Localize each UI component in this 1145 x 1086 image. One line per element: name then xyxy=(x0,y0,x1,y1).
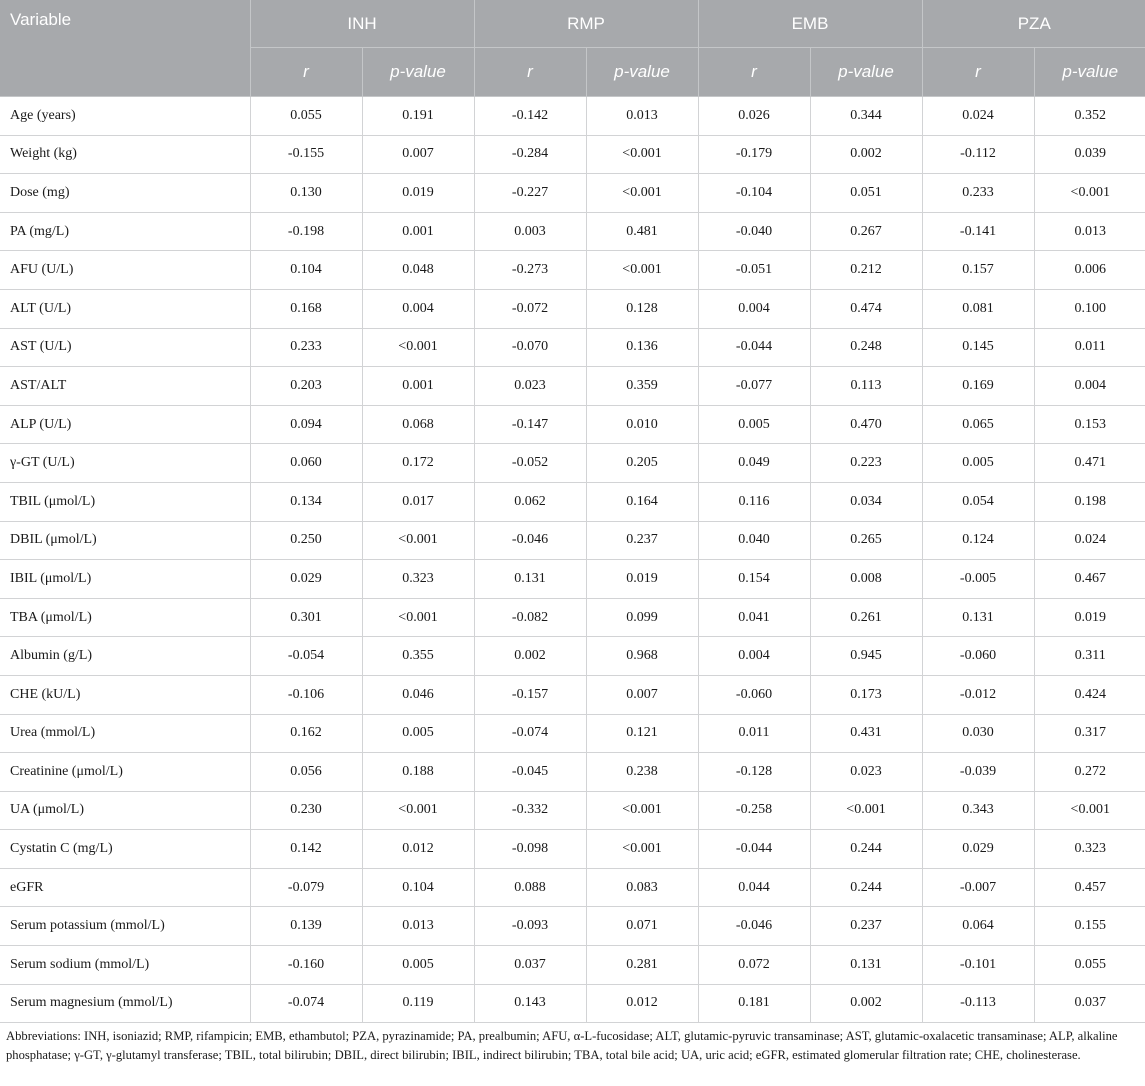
cell-r-value: 0.060 xyxy=(250,444,362,483)
cell-p-value: 0.131 xyxy=(810,946,922,985)
cell-r-value: 0.233 xyxy=(250,328,362,367)
cell-p-value: 0.034 xyxy=(810,482,922,521)
table-row xyxy=(0,251,1145,290)
cell-p-value: <0.001 xyxy=(586,135,698,174)
cell-p-value: 0.007 xyxy=(586,675,698,714)
cell-r-value: 0.064 xyxy=(922,907,1034,946)
cell-p-value: 0.467 xyxy=(1034,560,1145,599)
cell-p-value: 0.212 xyxy=(810,251,922,290)
cell-p-value: 0.344 xyxy=(810,97,922,136)
row-variable-label: AST (U/L) xyxy=(0,328,250,367)
table-row xyxy=(0,135,1145,174)
row-variable-label: ALT (U/L) xyxy=(0,289,250,328)
cell-p-value: 0.019 xyxy=(586,560,698,599)
cell-p-value: <0.001 xyxy=(586,830,698,869)
table-row xyxy=(0,675,1145,714)
cell-p-value: 0.359 xyxy=(586,367,698,406)
cell-p-value: 0.244 xyxy=(810,868,922,907)
cell-r-value: 0.062 xyxy=(474,482,586,521)
sub-header-r: r xyxy=(698,48,810,97)
cell-p-value: 0.007 xyxy=(362,135,474,174)
table-body xyxy=(0,97,1145,1023)
cell-r-value: 0.004 xyxy=(698,289,810,328)
sub-header-r: r xyxy=(922,48,1034,97)
cell-p-value: 0.011 xyxy=(1034,328,1145,367)
cell-p-value: 0.188 xyxy=(362,753,474,792)
cell-p-value: <0.001 xyxy=(362,598,474,637)
cell-r-value: -0.332 xyxy=(474,791,586,830)
cell-r-value: -0.112 xyxy=(922,135,1034,174)
row-variable-label: γ-GT (U/L) xyxy=(0,444,250,483)
cell-r-value: -0.039 xyxy=(922,753,1034,792)
cell-r-value: -0.082 xyxy=(474,598,586,637)
cell-r-value: 0.169 xyxy=(922,367,1034,406)
cell-r-value: -0.070 xyxy=(474,328,586,367)
cell-r-value: -0.157 xyxy=(474,675,586,714)
cell-p-value: 0.173 xyxy=(810,675,922,714)
cell-p-value: 0.099 xyxy=(586,598,698,637)
cell-p-value: 0.046 xyxy=(362,675,474,714)
cell-p-value: 0.481 xyxy=(586,212,698,251)
cell-r-value: -0.072 xyxy=(474,289,586,328)
cell-r-value: -0.098 xyxy=(474,830,586,869)
cell-p-value: <0.001 xyxy=(810,791,922,830)
cell-r-value: 0.233 xyxy=(922,174,1034,213)
cell-r-value: 0.037 xyxy=(474,946,586,985)
cell-p-value: 0.023 xyxy=(810,753,922,792)
cell-r-value: -0.113 xyxy=(922,984,1034,1023)
row-variable-label: IBIL (μmol/L) xyxy=(0,560,250,599)
row-variable-label: AFU (U/L) xyxy=(0,251,250,290)
cell-p-value: 0.317 xyxy=(1034,714,1145,753)
cell-r-value: -0.179 xyxy=(698,135,810,174)
cell-p-value: 0.205 xyxy=(586,444,698,483)
cell-r-value: 0.130 xyxy=(250,174,362,213)
cell-p-value: 0.155 xyxy=(1034,907,1145,946)
abbreviations-footnote: Abbreviations: INH, isoniazid; RMP, rifampicin; EMB, ethambutol; PZA, pyrazinamide; PA, prealbumin; AFU, α-L-fucosidase; ALT, glutamic-pyruvic transaminase; AST, glutamic-oxalacetic transaminase; ALP, alkaline phosphatase; γ-GT, γ-glutamyl transferase; TBIL, total bilirubin; DBIL, direct bilirubin; IBIL, indirect bilirubin; TBA, total bile acid; UA, uric acid; eGFR, estimated glomerular filtration rate; CHE, cholinesterase. xyxy=(6,1029,1118,1063)
cell-r-value: -0.045 xyxy=(474,753,586,792)
cell-p-value: 0.002 xyxy=(810,984,922,1023)
table-row xyxy=(0,830,1145,869)
row-variable-label: ALP (U/L) xyxy=(0,405,250,444)
cell-p-value: 0.119 xyxy=(362,984,474,1023)
cell-p-value: 0.006 xyxy=(1034,251,1145,290)
group-header-pza: PZA xyxy=(922,0,1145,48)
cell-p-value: 0.051 xyxy=(810,174,922,213)
table-row xyxy=(0,521,1145,560)
cell-p-value: 0.004 xyxy=(1034,367,1145,406)
cell-p-value: 0.281 xyxy=(586,946,698,985)
sub-header-r: r xyxy=(474,48,586,97)
cell-r-value: -0.005 xyxy=(922,560,1034,599)
cell-r-value: -0.046 xyxy=(474,521,586,560)
cell-p-value: 0.945 xyxy=(810,637,922,676)
cell-p-value: <0.001 xyxy=(586,251,698,290)
row-variable-label: TBA (μmol/L) xyxy=(0,598,250,637)
cell-r-value: 0.230 xyxy=(250,791,362,830)
cell-p-value: 0.323 xyxy=(362,560,474,599)
variable-column-header: Variable xyxy=(0,0,250,97)
row-variable-label: TBIL (μmol/L) xyxy=(0,482,250,521)
cell-r-value: 0.157 xyxy=(922,251,1034,290)
cell-p-value: <0.001 xyxy=(362,328,474,367)
cell-p-value: 0.471 xyxy=(1034,444,1145,483)
cell-r-value: -0.227 xyxy=(474,174,586,213)
cell-r-value: -0.054 xyxy=(250,637,362,676)
cell-p-value: 0.470 xyxy=(810,405,922,444)
cell-p-value: 0.457 xyxy=(1034,868,1145,907)
cell-r-value: 0.065 xyxy=(922,405,1034,444)
cell-r-value: -0.040 xyxy=(698,212,810,251)
row-variable-label: Serum potassium (mmol/L) xyxy=(0,907,250,946)
row-variable-label: eGFR xyxy=(0,868,250,907)
cell-r-value: 0.094 xyxy=(250,405,362,444)
cell-p-value: 0.968 xyxy=(586,637,698,676)
cell-p-value: 0.272 xyxy=(1034,753,1145,792)
group-header-emb: EMB xyxy=(698,0,922,48)
cell-r-value: 0.124 xyxy=(922,521,1034,560)
cell-p-value: <0.001 xyxy=(1034,174,1145,213)
sub-header-r: r xyxy=(250,48,362,97)
cell-r-value: -0.007 xyxy=(922,868,1034,907)
cell-p-value: 0.355 xyxy=(362,637,474,676)
cell-p-value: 0.019 xyxy=(1034,598,1145,637)
cell-r-value: -0.101 xyxy=(922,946,1034,985)
sub-header-p-value: p-value xyxy=(586,48,698,97)
cell-p-value: 0.323 xyxy=(1034,830,1145,869)
cell-r-value: 0.162 xyxy=(250,714,362,753)
cell-r-value: -0.104 xyxy=(698,174,810,213)
cell-p-value: 0.244 xyxy=(810,830,922,869)
table-row xyxy=(0,791,1145,830)
cell-p-value: 0.039 xyxy=(1034,135,1145,174)
cell-r-value: -0.128 xyxy=(698,753,810,792)
cell-p-value: 0.002 xyxy=(810,135,922,174)
cell-r-value: 0.004 xyxy=(698,637,810,676)
cell-p-value: 0.083 xyxy=(586,868,698,907)
cell-p-value: 0.237 xyxy=(586,521,698,560)
cell-p-value: <0.001 xyxy=(1034,791,1145,830)
cell-p-value: 0.037 xyxy=(1034,984,1145,1023)
table-row xyxy=(0,984,1145,1023)
cell-p-value: 0.223 xyxy=(810,444,922,483)
cell-r-value: 0.029 xyxy=(250,560,362,599)
cell-p-value: 0.005 xyxy=(362,946,474,985)
cell-p-value: 0.024 xyxy=(1034,521,1145,560)
cell-p-value: 0.013 xyxy=(586,97,698,136)
cell-r-value: 0.005 xyxy=(922,444,1034,483)
cell-p-value: 0.010 xyxy=(586,405,698,444)
cell-r-value: -0.012 xyxy=(922,675,1034,714)
cell-r-value: 0.029 xyxy=(922,830,1034,869)
table-header xyxy=(0,0,1145,97)
table-row xyxy=(0,946,1145,985)
cell-r-value: 0.049 xyxy=(698,444,810,483)
cell-p-value: 0.013 xyxy=(362,907,474,946)
cell-r-value: -0.051 xyxy=(698,251,810,290)
cell-p-value: 0.238 xyxy=(586,753,698,792)
cell-r-value: 0.343 xyxy=(922,791,1034,830)
cell-p-value: 0.424 xyxy=(1034,675,1145,714)
cell-r-value: 0.131 xyxy=(922,598,1034,637)
cell-r-value: -0.077 xyxy=(698,367,810,406)
cell-r-value: -0.142 xyxy=(474,97,586,136)
sub-header-p-value: p-value xyxy=(810,48,922,97)
cell-r-value: -0.160 xyxy=(250,946,362,985)
cell-r-value: -0.284 xyxy=(474,135,586,174)
table-row xyxy=(0,637,1145,676)
table-row xyxy=(0,444,1145,483)
group-header-inh: INH xyxy=(250,0,474,48)
cell-r-value: -0.052 xyxy=(474,444,586,483)
cell-p-value: 0.048 xyxy=(362,251,474,290)
row-variable-label: CHE (kU/L) xyxy=(0,675,250,714)
cell-p-value: 0.001 xyxy=(362,367,474,406)
cell-r-value: 0.168 xyxy=(250,289,362,328)
cell-r-value: 0.145 xyxy=(922,328,1034,367)
row-variable-label: Serum sodium (mmol/L) xyxy=(0,946,250,985)
cell-p-value: 0.128 xyxy=(586,289,698,328)
table-row xyxy=(0,174,1145,213)
table-row xyxy=(0,367,1145,406)
cell-p-value: 0.431 xyxy=(810,714,922,753)
cell-p-value: 0.121 xyxy=(586,714,698,753)
row-variable-label: AST/ALT xyxy=(0,367,250,406)
cell-p-value: 0.001 xyxy=(362,212,474,251)
cell-p-value: 0.100 xyxy=(1034,289,1145,328)
cell-r-value: -0.273 xyxy=(474,251,586,290)
cell-r-value: -0.093 xyxy=(474,907,586,946)
cell-r-value: 0.181 xyxy=(698,984,810,1023)
cell-r-value: 0.055 xyxy=(250,97,362,136)
cell-r-value: -0.074 xyxy=(474,714,586,753)
cell-r-value: 0.003 xyxy=(474,212,586,251)
cell-p-value: 0.352 xyxy=(1034,97,1145,136)
cell-p-value: 0.071 xyxy=(586,907,698,946)
cell-p-value: 0.113 xyxy=(810,367,922,406)
cell-p-value: 0.172 xyxy=(362,444,474,483)
cell-r-value: -0.141 xyxy=(922,212,1034,251)
cell-p-value: 0.068 xyxy=(362,405,474,444)
cell-r-value: -0.044 xyxy=(698,328,810,367)
cell-r-value: 0.054 xyxy=(922,482,1034,521)
table-row xyxy=(0,560,1145,599)
cell-p-value: 0.311 xyxy=(1034,637,1145,676)
cell-p-value: 0.153 xyxy=(1034,405,1145,444)
cell-r-value: 0.040 xyxy=(698,521,810,560)
cell-p-value: 0.104 xyxy=(362,868,474,907)
cell-r-value: 0.026 xyxy=(698,97,810,136)
cell-r-value: 0.134 xyxy=(250,482,362,521)
cell-p-value: 0.012 xyxy=(586,984,698,1023)
row-variable-label: Weight (kg) xyxy=(0,135,250,174)
cell-p-value: <0.001 xyxy=(586,174,698,213)
cell-r-value: 0.023 xyxy=(474,367,586,406)
cell-r-value: 0.002 xyxy=(474,637,586,676)
sub-header-p-value: p-value xyxy=(362,48,474,97)
row-variable-label: UA (μmol/L) xyxy=(0,791,250,830)
cell-r-value: -0.258 xyxy=(698,791,810,830)
cell-p-value: 0.265 xyxy=(810,521,922,560)
cell-r-value: 0.104 xyxy=(250,251,362,290)
cell-r-value: 0.131 xyxy=(474,560,586,599)
cell-r-value: 0.088 xyxy=(474,868,586,907)
cell-p-value: 0.191 xyxy=(362,97,474,136)
cell-r-value: -0.044 xyxy=(698,830,810,869)
row-variable-label: Age (years) xyxy=(0,97,250,136)
cell-p-value: 0.019 xyxy=(362,174,474,213)
cell-p-value: 0.013 xyxy=(1034,212,1145,251)
row-variable-label: Cystatin C (mg/L) xyxy=(0,830,250,869)
cell-p-value: 0.008 xyxy=(810,560,922,599)
cell-r-value: -0.046 xyxy=(698,907,810,946)
cell-r-value: -0.079 xyxy=(250,868,362,907)
cell-p-value: 0.474 xyxy=(810,289,922,328)
row-variable-label: Serum magnesium (mmol/L) xyxy=(0,984,250,1023)
table-row xyxy=(0,482,1145,521)
cell-r-value: 0.250 xyxy=(250,521,362,560)
cell-r-value: 0.072 xyxy=(698,946,810,985)
group-header-rmp: RMP xyxy=(474,0,698,48)
table-row xyxy=(0,97,1145,136)
table-row xyxy=(0,328,1145,367)
row-variable-label: DBIL (μmol/L) xyxy=(0,521,250,560)
cell-p-value: 0.005 xyxy=(362,714,474,753)
row-variable-label: Dose (mg) xyxy=(0,174,250,213)
cell-p-value: 0.017 xyxy=(362,482,474,521)
cell-p-value: 0.004 xyxy=(362,289,474,328)
table-row xyxy=(0,289,1145,328)
cell-p-value: 0.012 xyxy=(362,830,474,869)
cell-p-value: <0.001 xyxy=(362,791,474,830)
cell-p-value: 0.164 xyxy=(586,482,698,521)
cell-r-value: 0.041 xyxy=(698,598,810,637)
sub-header-p-value: p-value xyxy=(1034,48,1145,97)
cell-r-value: 0.024 xyxy=(922,97,1034,136)
table-row xyxy=(0,714,1145,753)
cell-r-value: -0.155 xyxy=(250,135,362,174)
cell-r-value: 0.081 xyxy=(922,289,1034,328)
cell-p-value: <0.001 xyxy=(586,791,698,830)
cell-r-value: 0.143 xyxy=(474,984,586,1023)
cell-r-value: -0.060 xyxy=(698,675,810,714)
cell-r-value: 0.203 xyxy=(250,367,362,406)
cell-r-value: 0.139 xyxy=(250,907,362,946)
cell-p-value: 0.261 xyxy=(810,598,922,637)
cell-p-value: 0.055 xyxy=(1034,946,1145,985)
row-variable-label: Albumin (g/L) xyxy=(0,637,250,676)
table-row xyxy=(0,868,1145,907)
cell-r-value: 0.005 xyxy=(698,405,810,444)
table-row xyxy=(0,598,1145,637)
cell-p-value: 0.248 xyxy=(810,328,922,367)
cell-r-value: -0.060 xyxy=(922,637,1034,676)
cell-r-value: 0.154 xyxy=(698,560,810,599)
cell-r-value: 0.116 xyxy=(698,482,810,521)
cell-r-value: 0.301 xyxy=(250,598,362,637)
cell-p-value: 0.237 xyxy=(810,907,922,946)
cell-r-value: 0.142 xyxy=(250,830,362,869)
row-variable-label: Creatinine (μmol/L) xyxy=(0,753,250,792)
table-row xyxy=(0,753,1145,792)
table-row xyxy=(0,907,1145,946)
table-row xyxy=(0,212,1145,251)
cell-r-value: -0.106 xyxy=(250,675,362,714)
cell-r-value: 0.030 xyxy=(922,714,1034,753)
cell-r-value: -0.074 xyxy=(250,984,362,1023)
table-row xyxy=(0,405,1145,444)
cell-r-value: -0.198 xyxy=(250,212,362,251)
cell-r-value: -0.147 xyxy=(474,405,586,444)
row-variable-label: Urea (mmol/L) xyxy=(0,714,250,753)
cell-p-value: 0.198 xyxy=(1034,482,1145,521)
cell-r-value: 0.056 xyxy=(250,753,362,792)
cell-p-value: 0.136 xyxy=(586,328,698,367)
cell-r-value: 0.044 xyxy=(698,868,810,907)
cell-p-value: 0.267 xyxy=(810,212,922,251)
cell-p-value: <0.001 xyxy=(362,521,474,560)
row-variable-label: PA (mg/L) xyxy=(0,212,250,251)
cell-r-value: 0.011 xyxy=(698,714,810,753)
